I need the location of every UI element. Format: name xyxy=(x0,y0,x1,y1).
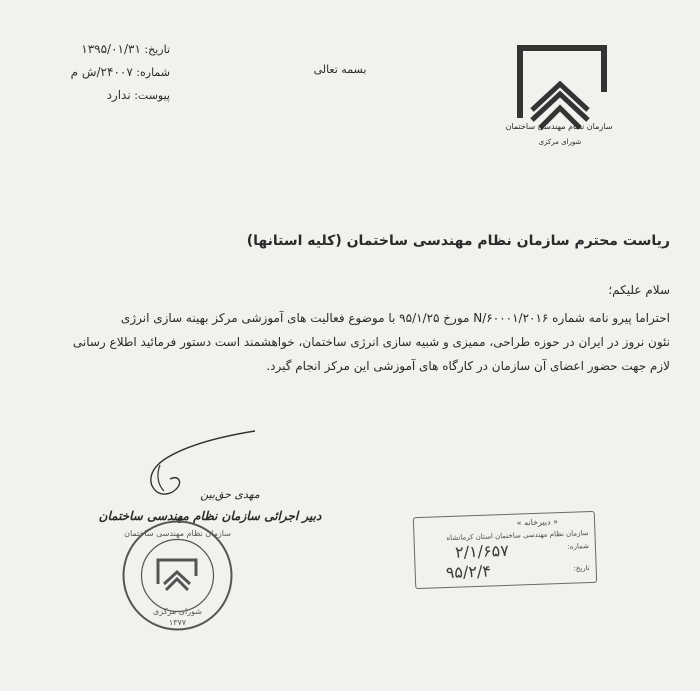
date-row xyxy=(40,38,170,61)
receipt-stamp xyxy=(413,511,597,589)
logo-org-name: سازمان نظام مهندسی ساختمان xyxy=(505,122,613,131)
attachment-label: پیوست: xyxy=(134,89,170,102)
receipt-stamp-title: « دبیرخانه » xyxy=(516,517,559,528)
receipt-stamp-org: سازمان نظام مهندسی ساختمان استان کرمانشاه xyxy=(446,529,589,543)
seal-year: ۱۳۷۷ xyxy=(168,618,187,627)
letter-greeting: سلام علیکم؛ xyxy=(608,283,670,297)
bismillah: بسمه تعالی xyxy=(313,63,367,76)
receipt-date-label: تاریخ: xyxy=(573,564,590,573)
letter-body xyxy=(72,306,670,378)
date-value: ۱۳۹۵/۰۱/۳۱ xyxy=(81,42,141,56)
official-seal-icon xyxy=(120,518,235,633)
body-line: لازم جهت حضور اعضای آن سازمان در کارگاه های آموزشی این مرکز انجام گیرد. xyxy=(266,359,670,373)
body-line: نئون نروز در ایران در حوزه طراحی، ممیزی و شبیه سازی انرژی ساختمان، خواهشمند است دستور فرمائید اطلاع رسانی xyxy=(72,335,670,349)
signatory-title: دبیر اجرائی سازمان نظام مهندسی ساختمان xyxy=(98,509,322,523)
number-row xyxy=(40,61,170,84)
seal-bottom-text: شورای مرکزی xyxy=(153,607,202,616)
signatory-name: مهدی حق‌بین xyxy=(200,488,260,501)
number-value: ۲۴۰۰۷/ش م xyxy=(70,65,133,79)
receipt-date-value: ۹۵/۲/۴ xyxy=(445,561,492,583)
attachment-row xyxy=(40,84,170,107)
letter-addressee: ریاست محترم سازمان نظام مهندسی ساختمان (کلیه استانها) xyxy=(246,233,670,249)
body-line: احتراما پیرو نامه شماره ۲۰۱۶/N/۶۰۰۰۱ مورخ ۹۵/۱/۲۵ با موضوع فعالیت های آموزشی مرکز بهینه سازی انرژی xyxy=(120,311,670,325)
attachment-value: ندارد xyxy=(106,88,131,102)
receipt-number-label: شماره: xyxy=(567,542,590,551)
number-label: شماره: xyxy=(136,66,170,79)
logo-sub-name: شورای مرکزی xyxy=(538,138,582,146)
receipt-number-value: ۲/۱/۶۵۷ xyxy=(454,540,510,562)
seal-ring-text: سازمان نظام مهندسی ساختمان xyxy=(124,529,231,538)
letter-meta xyxy=(40,38,170,107)
date-label: تاریخ: xyxy=(144,43,170,56)
